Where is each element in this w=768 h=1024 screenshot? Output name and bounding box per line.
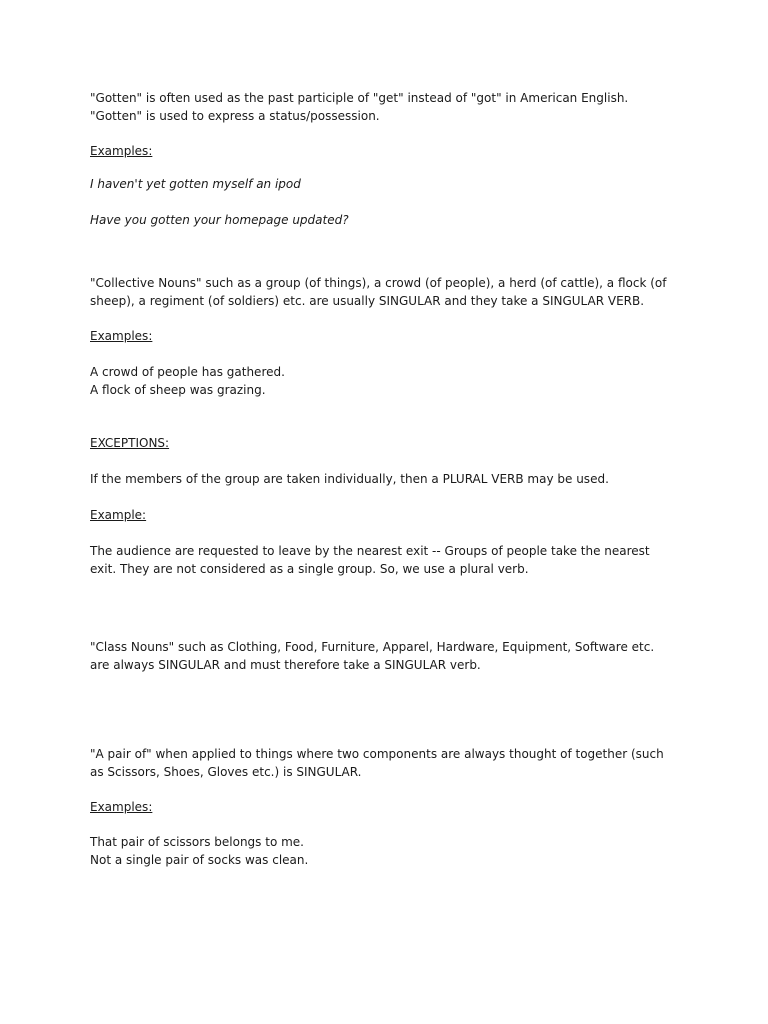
class-nouns-intro: "Class Nouns" such as Clothing, Food, Furniture, Apparel, Hardware, Equipment, Software etc. are always SINGULAR and must therefore take a SINGULAR verb. xyxy=(90,640,655,672)
pair-of-example-1: That pair of scissors belongs to me. xyxy=(90,835,304,849)
collective-examples-heading: Examples: xyxy=(90,329,153,343)
collective-example-2: A flock of sheep was grazing. xyxy=(90,383,266,397)
collective-intro: "Collective Nouns" such as a group (of things), a crowd (of people), a herd (of cattle), a flock (of sheep), a regiment (of soldiers) etc. are usually SINGULAR and they take a SINGULAR VERB. xyxy=(90,276,667,308)
gotten-intro: "Gotten" is often used as the past participle of "get" instead of "got" in American English. "Gotten" is used to express a status/possession. xyxy=(90,91,629,123)
exceptions-example-text: The audience are requested to leave by the nearest exit -- Groups of people take the nearest exit. They are not considered as a single group. So, we use a plural verb. xyxy=(90,544,650,576)
exceptions-heading: EXCEPTIONS: xyxy=(90,436,170,450)
exceptions-example-heading: Example: xyxy=(90,508,147,522)
pair-of-examples-heading: Examples: xyxy=(90,800,153,814)
gotten-example-1: I haven't yet gotten myself an ipod xyxy=(90,177,301,191)
exceptions-rule: If the members of the group are taken individually, then a PLURAL VERB may be used. xyxy=(90,472,609,486)
gotten-examples-heading: Examples: xyxy=(90,144,153,158)
collective-example-1: A crowd of people has gathered. xyxy=(90,365,285,379)
pair-of-example-2: Not a single pair of socks was clean. xyxy=(90,853,309,867)
gotten-example-2: Have you gotten your homepage updated? xyxy=(90,213,349,227)
pair-of-intro: "A pair of" when applied to things where two components are always thought of together (such as Scissors, Shoes, Gloves etc.) is SINGULAR. xyxy=(90,747,664,779)
